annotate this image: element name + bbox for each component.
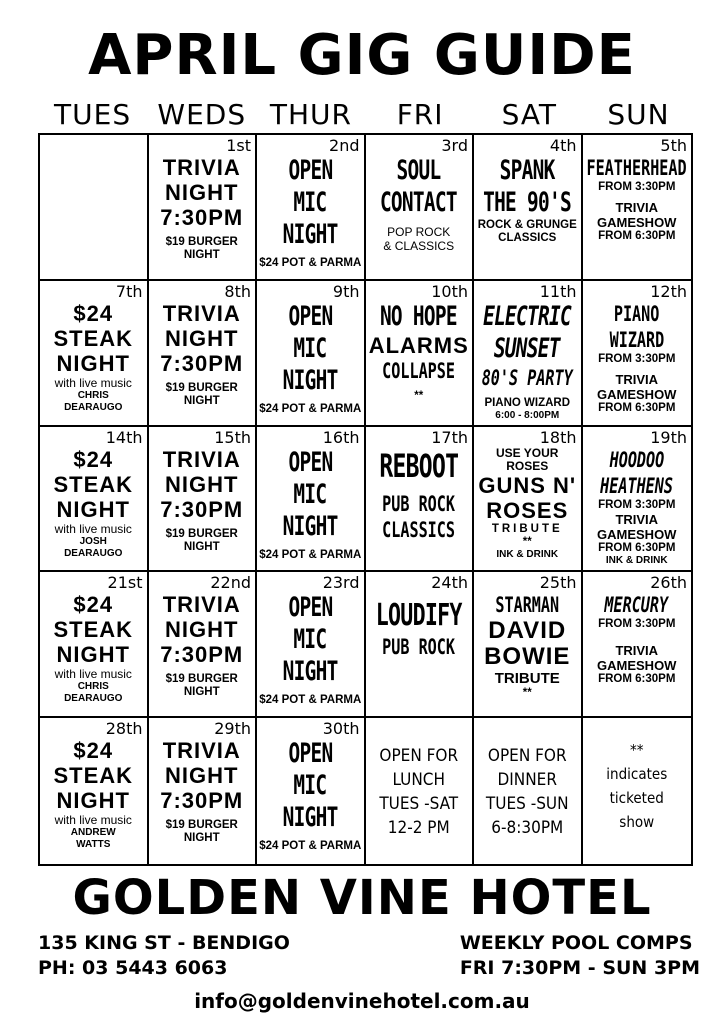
calendar-cell <box>474 135 583 281</box>
event-line: REBOOT <box>379 446 459 485</box>
venue-name: GOLDEN VINE HOTEL <box>72 870 652 926</box>
event-line: SPANK <box>499 155 555 186</box>
event-line: OPEN <box>288 155 333 186</box>
calendar-cell <box>257 427 366 573</box>
event-line: TRIVIA <box>162 592 241 618</box>
event-note: DEARAUGO <box>64 401 123 413</box>
event-line: NIGHT <box>282 656 338 688</box>
event-note: $24 POT & PARMA <box>259 402 362 415</box>
event-note: with live music <box>54 375 132 390</box>
cell-date: 11th <box>539 281 577 301</box>
event-line: TRIVIA <box>162 155 241 180</box>
cell-date: 4th <box>549 136 577 155</box>
calendar-cell <box>583 572 692 718</box>
info-line: TUES -SAT <box>379 794 459 815</box>
cell-date: 2nd <box>329 136 360 155</box>
event-note: GAMESHOW <box>597 658 677 674</box>
event-note: GAMESHOW <box>597 215 677 230</box>
cell-date: 10th <box>431 281 468 301</box>
legend-line: indicates <box>606 765 668 784</box>
event-line: NIGHT <box>165 617 239 643</box>
event-note: TRIVIA <box>615 371 659 387</box>
event-note: PUB ROCK <box>382 491 456 516</box>
event-note: FROM 6:30PM <box>598 230 676 242</box>
calendar-cell <box>149 427 258 573</box>
event-note: TRIVIA <box>615 200 659 215</box>
cell-date: 7th <box>115 281 143 301</box>
calendar-cell <box>257 572 366 718</box>
event-line: $24 <box>73 300 114 326</box>
event-line: OPEN <box>288 738 333 770</box>
day-header-sun: SUN <box>607 98 670 131</box>
event-note: FROM 6:30PM <box>598 401 676 414</box>
event-line: STARMAN <box>495 593 560 618</box>
event-line: NIGHT <box>282 510 338 542</box>
event-line: MIC <box>293 187 327 218</box>
event-line: NIGHT <box>56 788 130 814</box>
event-line: STEAK <box>53 325 134 351</box>
calendar-cell <box>257 135 366 281</box>
info-line: TUES -SUN <box>485 794 569 815</box>
cell-date: 14th <box>105 427 143 447</box>
event-note: $19 BURGER <box>165 381 238 394</box>
calendar-cell <box>366 135 475 281</box>
event-note: NIGHT <box>183 394 220 407</box>
event-note: NIGHT <box>183 540 220 553</box>
event-line: WIZARD <box>609 327 665 352</box>
calendar-cell <box>40 281 149 427</box>
event-line: SUNSET <box>494 332 561 364</box>
event-note: INK & DRINK <box>605 554 668 566</box>
event-note: DEARAUGO <box>64 547 123 559</box>
calendar-cell <box>149 572 258 718</box>
event-line: NIGHT <box>282 219 338 250</box>
event-note: ** <box>414 389 424 402</box>
cell-date: 3rd <box>441 136 468 155</box>
event-line: USE YOUR ROSES <box>496 445 559 473</box>
event-note: & CLASSICS <box>383 239 455 253</box>
cell-date: 8th <box>224 281 251 301</box>
calendar-cell <box>366 572 475 718</box>
info-line: LUNCH <box>392 770 445 791</box>
calendar-cell <box>40 718 149 864</box>
calendar-cell <box>366 718 475 864</box>
event-line: NIGHT <box>165 180 239 205</box>
event-line: MIC <box>293 478 327 510</box>
calendar-cell <box>366 427 475 573</box>
event-note: NIGHT <box>183 832 220 845</box>
info-line: 6-8:30PM <box>491 818 564 839</box>
event-line: 7:30PM <box>160 496 244 522</box>
cell-date: 26th <box>650 573 687 593</box>
event-line: PIANO <box>613 301 660 326</box>
event-line: 7:30PM <box>160 350 244 376</box>
event-line: NIGHT <box>56 496 130 522</box>
cell-date: 16th <box>322 427 360 447</box>
event-line: MERCURY <box>604 593 669 618</box>
day-header-thur: THUR <box>269 98 352 131</box>
event-note: TRIBUTE <box>494 670 560 688</box>
event-note: $24 POT & PARMA <box>259 840 362 853</box>
event-note: with live music <box>54 667 132 682</box>
event-note: 6:00 - 8:00PM <box>495 409 560 421</box>
event-line: NIGHT <box>165 763 239 789</box>
cell-date: 5th <box>660 136 687 155</box>
event-note: ** <box>522 687 532 700</box>
event-note: FROM 3:30PM <box>598 618 676 631</box>
email-address[interactable]: info@goldenvinehotel.com.au <box>194 989 530 1013</box>
calendar-cell <box>149 718 258 864</box>
event-note: with live music <box>54 521 132 536</box>
day-header-sat: SAT <box>501 98 557 131</box>
event-line: OPEN <box>288 446 333 478</box>
event-line: HEATHENS <box>600 473 674 498</box>
event-line: 7:30PM <box>160 642 244 668</box>
event-line: BOWIE <box>484 643 571 671</box>
calendar-cell <box>474 281 583 427</box>
event-note: FROM 3:30PM <box>598 352 676 365</box>
calendar-cell <box>257 718 366 864</box>
event-note: PUB ROCK <box>382 635 456 660</box>
event-line: DAVID <box>488 617 567 645</box>
event-note: $19 BURGER <box>165 236 238 248</box>
cell-date: 1st <box>226 136 251 155</box>
cell-date: 21st <box>107 573 143 593</box>
calendar-cell <box>149 135 258 281</box>
event-note: INK & DRINK <box>496 548 559 560</box>
event-note: NIGHT <box>183 686 220 699</box>
event-note: FROM 3:30PM <box>598 498 676 511</box>
pool-comps-times: FRI 7:30PM - SUN 3PM <box>459 957 700 979</box>
event-line: $24 <box>73 592 114 618</box>
cell-date: 19th <box>650 427 687 447</box>
event-note: $19 BURGER <box>165 673 238 686</box>
event-note: $24 POT & PARMA <box>259 548 362 561</box>
event-note: NIGHT <box>183 249 220 261</box>
event-line: $24 <box>73 446 114 472</box>
event-line: 7:30PM <box>160 788 244 814</box>
calendar-cell <box>366 281 475 427</box>
event-line: NIGHT <box>56 642 130 668</box>
pool-comps-block <box>460 931 700 981</box>
calendar-cell <box>257 281 366 427</box>
event-note: $19 BURGER <box>165 527 238 540</box>
event-line: ROSES <box>486 497 569 523</box>
calendar-cell <box>40 572 149 718</box>
event-note: $19 BURGER <box>165 819 238 832</box>
event-line: NO HOPE <box>380 300 458 332</box>
cell-date: 28th <box>105 719 143 739</box>
day-header-weds: WEDS <box>157 98 247 131</box>
event-line: MIC <box>293 624 327 656</box>
event-line: TRIVIA <box>162 446 241 472</box>
info-line: DINNER <box>497 770 557 791</box>
event-line: NIGHT <box>282 802 338 834</box>
event-line: $24 <box>73 738 114 764</box>
calendar-cell <box>40 427 149 573</box>
legend-line: ticketed <box>609 789 664 808</box>
event-note: JOSH <box>79 535 107 547</box>
event-note: ** <box>522 535 532 548</box>
event-note: ROCK & GRUNGE <box>477 219 577 231</box>
event-line: NIGHT <box>56 350 130 376</box>
event-line: LOUDIFY <box>375 598 462 634</box>
event-note: CHRIS <box>77 681 109 693</box>
calendar-cell <box>474 427 583 573</box>
info-line: 12-2 PM <box>387 818 450 839</box>
legend-line: ** <box>630 741 644 760</box>
event-line: STEAK <box>53 471 134 497</box>
event-line: MIC <box>293 770 327 802</box>
event-line: STEAK <box>53 763 134 789</box>
event-line: SOUL <box>396 155 441 186</box>
event-line: 7:30PM <box>160 205 244 230</box>
event-line: HOODOO <box>609 447 665 472</box>
legend-line: show <box>619 813 655 832</box>
event-line: STEAK <box>53 617 134 643</box>
calendar-cell <box>40 135 149 281</box>
event-line: COLLAPSE <box>382 358 456 383</box>
event-note: with live music <box>54 813 132 828</box>
info-line: OPEN FOR <box>379 746 459 767</box>
cell-date: 25th <box>539 573 577 593</box>
calendar-cell <box>583 281 692 427</box>
event-note: TRIVIA <box>615 643 659 659</box>
event-note: FROM 6:30PM <box>598 541 676 554</box>
cell-date: 24th <box>431 573 468 593</box>
event-note: CLASSICS <box>498 232 557 244</box>
event-note: TRIBUTE <box>491 522 563 535</box>
event-note: FROM 6:30PM <box>598 673 676 686</box>
phone: PH: 03 5443 6063 <box>38 957 228 979</box>
event-note: PIANO WIZARD <box>484 396 571 409</box>
cell-date: 30th <box>322 719 360 739</box>
calendar-cell <box>149 281 258 427</box>
event-note: CLASSICS <box>382 517 456 542</box>
event-line: OPEN <box>288 592 333 624</box>
event-line: ALARMS <box>368 332 469 358</box>
cell-date: 12th <box>650 281 687 301</box>
event-line: 80'S PARTY <box>481 365 573 390</box>
event-note: CHRIS <box>77 389 109 401</box>
event-line: NIGHT <box>165 325 239 351</box>
day-header-tues: TUES <box>54 98 132 131</box>
event-line: TRIVIA <box>162 300 241 326</box>
page-title: APRIL GIG GUIDE <box>88 23 636 88</box>
address-block <box>38 931 290 981</box>
calendar-cell <box>583 135 692 281</box>
calendar-cell <box>583 427 692 573</box>
calendar-grid <box>38 133 693 866</box>
cell-date: 29th <box>214 719 251 739</box>
cell-date: 9th <box>332 281 360 301</box>
event-line: MIC <box>293 332 327 364</box>
event-note: FROM 3:30PM <box>598 181 676 193</box>
day-header-fri: FRI <box>396 98 444 131</box>
calendar-cell <box>474 572 583 718</box>
event-line: THE 90'S <box>483 187 572 218</box>
event-line: FEATHERHEAD <box>586 156 687 180</box>
event-line: ELECTRIC <box>483 300 572 332</box>
event-note: WATTS <box>76 839 111 851</box>
event-note: POP ROCK <box>387 225 451 239</box>
day-header-row <box>38 97 693 133</box>
event-note: DEARAUGO <box>64 693 123 705</box>
event-line: CONTACT <box>380 187 458 218</box>
cell-date: 17th <box>431 427 468 447</box>
cell-date: 18th <box>539 427 577 447</box>
calendar-cell <box>583 718 692 864</box>
event-note: GAMESHOW <box>597 526 677 542</box>
event-note: $24 POT & PARMA <box>259 694 362 707</box>
event-note: TRIVIA <box>615 511 659 527</box>
event-line: NIGHT <box>165 471 239 497</box>
cell-date: 22nd <box>210 573 251 593</box>
event-note: GAMESHOW <box>597 386 677 402</box>
calendar-cell <box>474 718 583 864</box>
pool-comps-title: WEEKLY POOL COMPS <box>459 932 693 954</box>
event-note: ANDREW <box>70 827 116 839</box>
event-line: OPEN <box>288 300 333 332</box>
event-line: NIGHT <box>282 364 338 396</box>
cell-date: 15th <box>214 427 251 447</box>
address: 135 KING ST - BENDIGO <box>38 932 290 954</box>
event-line: GUNS N' <box>478 472 577 498</box>
event-line: TRIVIA <box>162 738 241 764</box>
cell-date: 23rd <box>322 573 360 593</box>
info-line: OPEN FOR <box>487 746 567 767</box>
event-note: $24 POT & PARMA <box>259 257 362 269</box>
